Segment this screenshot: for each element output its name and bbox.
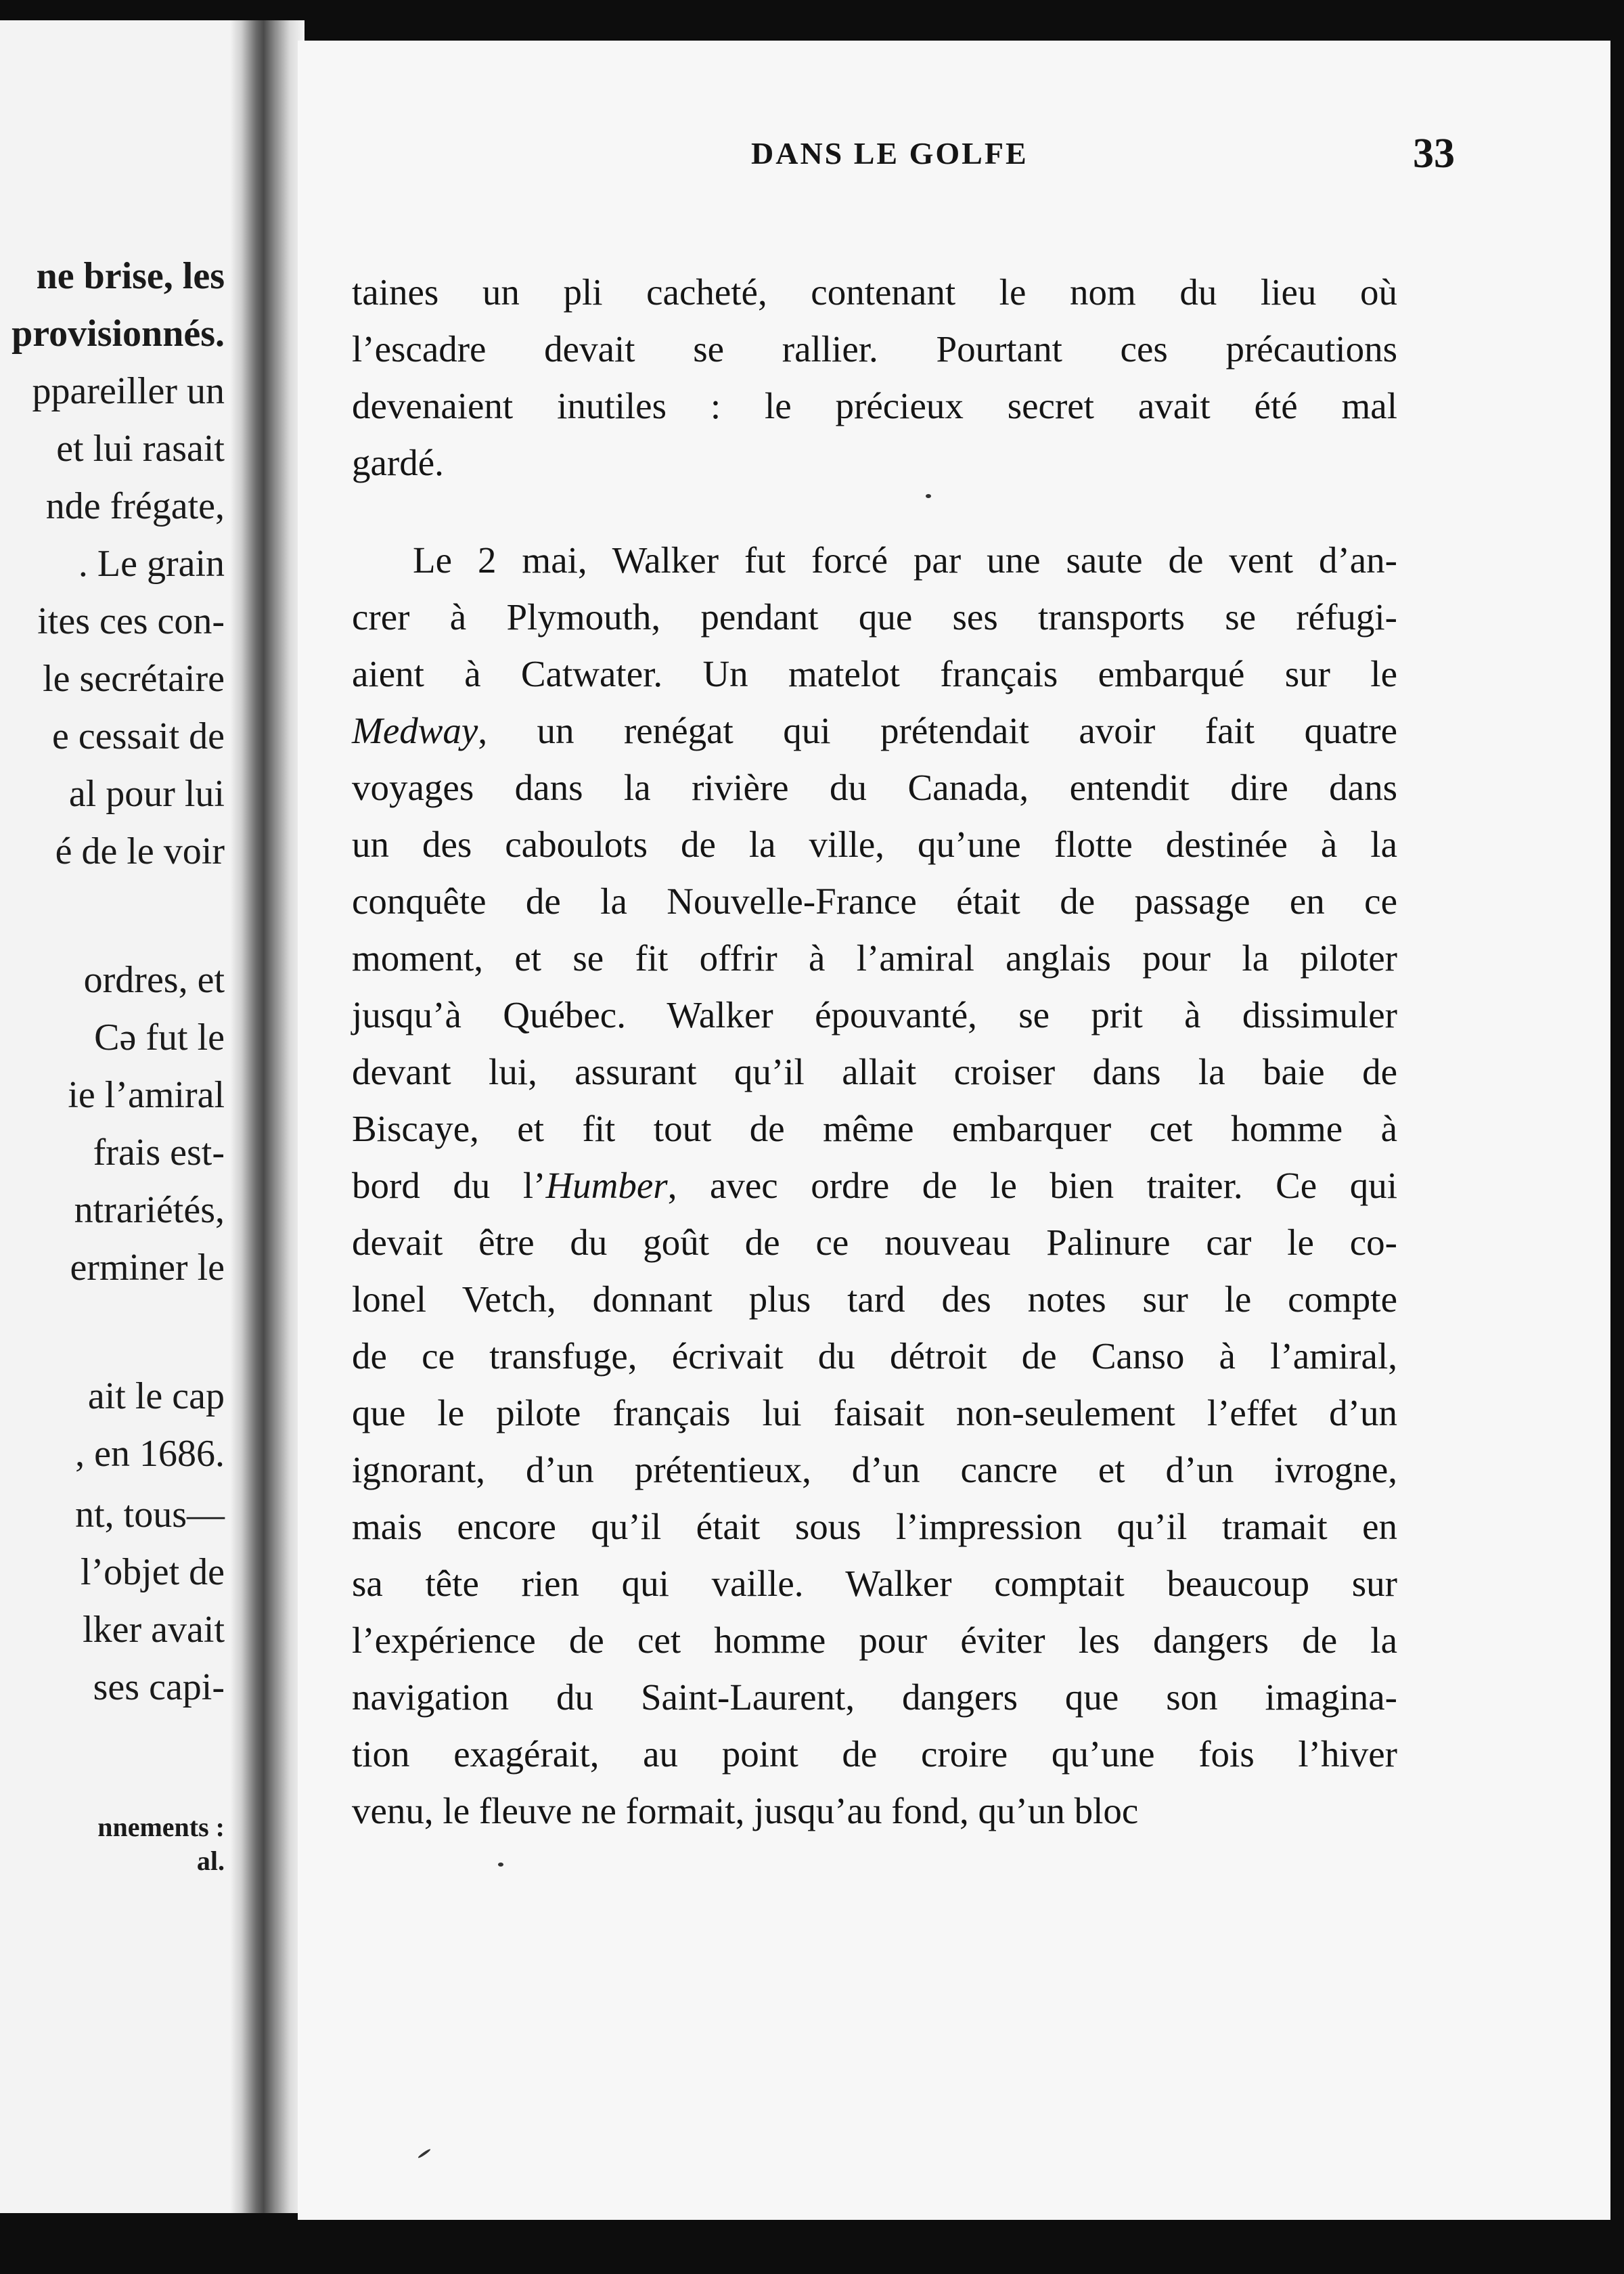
running-title: DANS LE GOLFE xyxy=(751,136,1029,171)
left-page-fragment: . Le grain xyxy=(78,543,225,585)
body-line: gardé. xyxy=(352,442,444,483)
ink-speck xyxy=(926,494,931,498)
body-line: de ce transfuge, écrivait du détroit de Canso à l’amiral, xyxy=(352,1335,1397,1377)
body-line: venu, le fleuve ne formait, jusqu’au fond, qu’un bloc xyxy=(352,1790,1139,1831)
ink-speck xyxy=(498,1863,503,1867)
running-head xyxy=(751,131,1455,196)
left-page-fragment: é de le voir xyxy=(55,830,225,872)
body-line: Medway, un renégat qui prétendait avoir fait quatre xyxy=(352,710,1397,751)
body-line: jusqu’à Québec. Walker épouvanté, se prit à dissimuler xyxy=(352,994,1397,1035)
left-page-fragment: frais est- xyxy=(93,1132,225,1174)
body-line: l’expérience de cet homme pour éviter les dangers de la xyxy=(352,1620,1397,1661)
body-line: lonel Vetch, donnant plus tard des notes sur le compte xyxy=(352,1278,1397,1320)
left-page-fragment: e cessait de xyxy=(52,715,225,757)
body-line: devant lui, assurant qu’il allait croiser dans la baie de xyxy=(352,1051,1397,1092)
left-page-fragment: ses capi- xyxy=(93,1666,225,1708)
body-line: Biscaye, et fit tout de même embarquer cet homme à xyxy=(352,1108,1397,1149)
body-line: taines un pli cacheté, contenant le nom du lieu où xyxy=(352,271,1397,313)
left-page-fragment: ordres, et xyxy=(83,959,225,1001)
body-line: un des caboulots de la ville, qu’une flotte destinée à la xyxy=(352,824,1397,865)
left-page-fragment: provisionnés. xyxy=(12,313,225,355)
left-facing-page xyxy=(0,20,250,2213)
body-line: mais encore qu’il était sous l’impression qu’il tramait en xyxy=(352,1506,1397,1547)
body-line: tion exagérait, au point de croire qu’une fois l’hiver xyxy=(352,1733,1397,1775)
left-page-fragment: al. xyxy=(196,1846,225,1876)
left-page-fragment: , en 1686. xyxy=(75,1433,225,1475)
body-line: devait être du goût de ce nouveau Palinure car le co- xyxy=(352,1222,1397,1263)
left-page-fragment: ne brise, les xyxy=(36,255,225,297)
left-page-fragment: l’objet de xyxy=(80,1551,225,1593)
body-line: bord du l’Humber, avec ordre de le bien traiter. Ce qui xyxy=(352,1165,1397,1206)
left-page-fragment: nde frégate, xyxy=(45,485,225,527)
body-line: l’escadre devait se rallier. Pourtant ces précautions xyxy=(352,328,1397,370)
body-line: moment, et se fit offrir à l’amiral anglais pour la piloter xyxy=(352,937,1397,979)
body-line: navigation du Saint-Laurent, dangers que son imagina- xyxy=(352,1676,1397,1718)
page-number: 33 xyxy=(1413,131,1455,177)
body-line: Le 2 mai, Walker fut forcé par une saute de vent d’an- xyxy=(413,539,1397,581)
left-page-fragment: ait le cap xyxy=(87,1375,225,1417)
body-line: crer à Plymouth, pendant que ses transports se réfugi- xyxy=(352,596,1397,638)
book-gutter xyxy=(230,20,304,2213)
left-page-fragment: et lui rasait xyxy=(56,428,225,470)
body-line: ignorant, d’un prétentieux, d’un cancre et d’un ivrogne, xyxy=(352,1449,1397,1490)
left-page-fragment: ntrariétés, xyxy=(74,1189,225,1231)
left-page-fragment: Cə fut le xyxy=(94,1017,225,1058)
body-line: que le pilote français lui faisait non-seulement l’effet d’un xyxy=(352,1392,1397,1433)
left-page-fragment: ppareiller un xyxy=(32,370,225,412)
body-line: sa tête rien qui vaille. Walker comptait beaucoup sur xyxy=(352,1563,1397,1604)
body-line: voyages dans la rivière du Canada, entendit dire dans xyxy=(352,767,1397,808)
body-line: aient à Catwater. Un matelot français embarqué sur le xyxy=(352,653,1397,694)
left-page-fragment: ites ces con- xyxy=(37,600,225,642)
left-page-fragment: erminer le xyxy=(70,1247,225,1289)
left-page-fragment: nt, tous— xyxy=(75,1494,225,1536)
left-page-fragment: ie l’amiral xyxy=(68,1074,225,1116)
left-page-fragment: lker avait xyxy=(83,1609,225,1651)
left-page-fragment: le secrétaire xyxy=(43,658,225,700)
left-page-fragment: al pour lui xyxy=(68,773,225,815)
left-page-fragment: nnements : xyxy=(97,1812,225,1842)
body-line: devenaient inutiles : le précieux secret avait été mal xyxy=(352,385,1397,426)
body-line: conquête de la Nouvelle-France était de passage en ce xyxy=(352,880,1397,922)
